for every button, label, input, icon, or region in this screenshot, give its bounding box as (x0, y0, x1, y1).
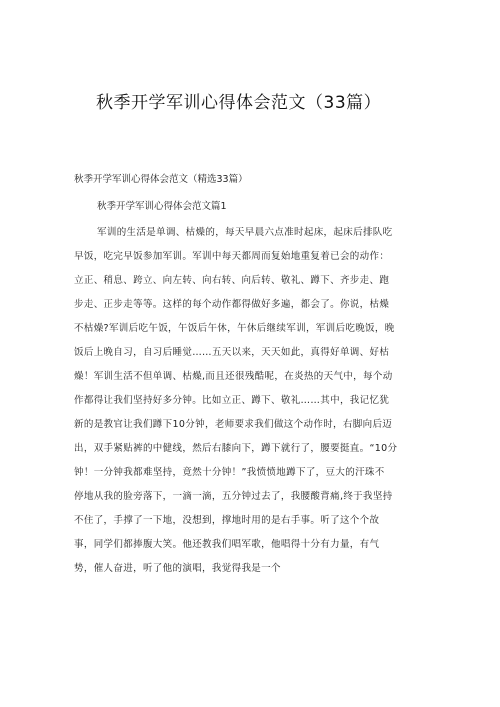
body-line: 停地从我的脸旁落下，一滴一滴，五分钟过去了，我腰酸背痛,终于我坚持 (74, 491, 393, 502)
body-line: 钟！一分钟我都难坚持，竟然十分钟！”我愤愤地蹲下了，豆大的汗珠不 (74, 467, 385, 478)
body-line: 饭后上晚自习，自习后睡觉……五天以来，天天如此，真得好单调、好枯 (74, 347, 390, 358)
body-line: 不住了，手撑了一下地，没想到，撑地时用的是右手事。听了这个个故 (74, 515, 380, 526)
body-line: 作都得让我们坚持好多分钟。比如立正、蹲下、敬礼……其中，我记忆犹 (74, 395, 390, 406)
body-line: 新的是教官让我们蹲下10分钟，老师要求我们做这个动作时，右脚向后迈 (74, 419, 393, 430)
body-line: 不枯燥?军训后吃午饭，午饭后午休，午休后继续军训，军训后吃晚饭，晚 (74, 323, 395, 334)
body-line: 立正、稍息、跨立、向左转、向右转、向后转、敬礼、蹲下、齐步走、跑 (74, 275, 390, 286)
body-line: 军训的生活是单调、枯燥的，每天早晨六点准时起床，起床后排队吃 (97, 227, 393, 238)
body-line: 早饭，吃完早饭参加军训。军训中每天都周而复始地重复着已会的动作： (74, 251, 390, 262)
document-subtitle: 秋季开学军训心得体会范文（精选33篇） (74, 174, 248, 185)
document-title: 秋季开学军训心得体会范文（33篇） (96, 93, 382, 113)
body-line: 事，同学们都捧腹大笑。他还教我们唱军歌，他唱得十分有力量，有气 (74, 539, 380, 550)
body-line: 势，催人奋进，听了他的演唱，我觉得我是一个 (74, 563, 281, 574)
body-line: 燥！军训生活不但单调、枯燥,而且还很残酷呢，在炎热的天气中，每个动 (74, 371, 393, 382)
body-line: 出，双手紧贴裤的中健线，然后右膝向下，蹲下就行了，腰要挺直。“10分 (74, 443, 398, 454)
article-heading: 秋季开学军训心得体会范文篇1 (97, 201, 227, 212)
body-line: 步走、正步走等等。这样的每个动作都得做好多遍，都会了。你说，枯燥 (74, 299, 390, 310)
